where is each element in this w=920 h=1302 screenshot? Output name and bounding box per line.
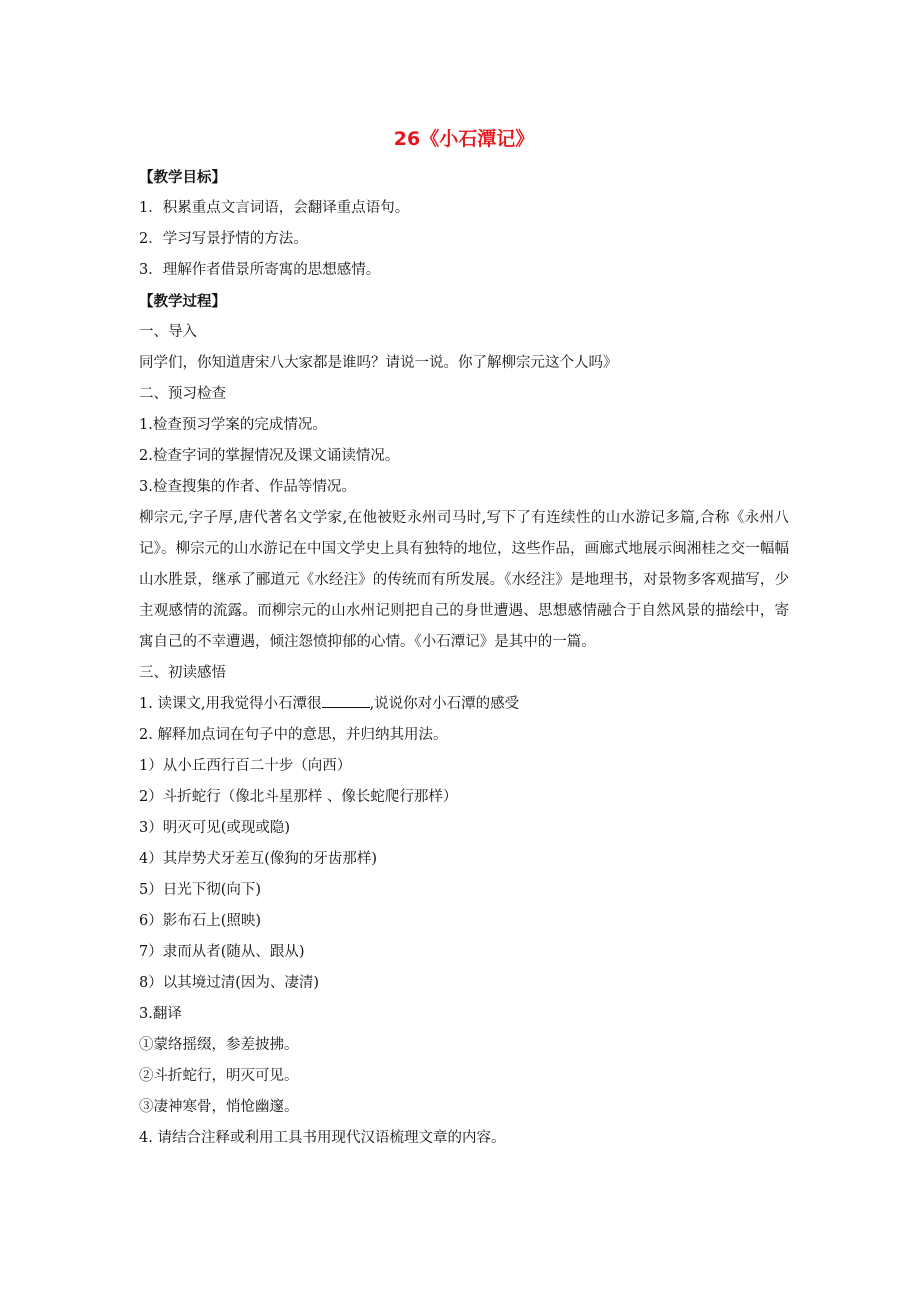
- fill-in-blank: [322, 693, 370, 708]
- translation-item: ①蒙络摇缀，参差披拂。: [139, 1037, 299, 1053]
- author-paragraph: 柳宗元,字子厚,唐代著名文学家,在他被贬永州司马时,写下了有连续性的山水游记多篇,合称《永州八记》。柳宗元的山水游记在中国文学史上具有独特的地位，这些作品，画廊式地展示闽湘桂之交一幅幅山水胜景，继承了郦道元《水经注》的传统而有所发展。《水经注》是地理书，对景物多客观描写，少主观感情的流露。而柳宗元的山水州记则把自己的身世遭遇、思想感情融合于自然风景的描绘中，寄寓自己的不幸遭遇，倾注怨愤抑郁的心情。《小石潭记》是其中的一篇。: [139, 510, 789, 650]
- objective-item: 1．积累重点文言词语，会翻译重点语句。: [139, 200, 410, 216]
- question-3: 3.翻译: [139, 1006, 182, 1022]
- question-1-suffix: ,说说你对小石潭的感受: [369, 696, 520, 712]
- word-item: 5）日光下彻(向下): [139, 882, 262, 898]
- document-page: [139, 122, 789, 1154]
- section-heading-reading: 三、初读感悟: [139, 665, 226, 681]
- preview-item: 3.检查搜集的作者、作品等情况。: [139, 479, 356, 495]
- word-item: 4）其岸势犬牙差互(像狗的牙齿那样): [139, 851, 378, 867]
- question-1: [139, 689, 789, 720]
- document-title: 26《小石潭记》: [393, 128, 535, 150]
- section-heading-preview: 二、预习检查: [139, 386, 226, 402]
- translation-item: ②斗折蛇行，明灭可见。: [139, 1068, 299, 1084]
- section-heading-intro: 一、导入: [139, 324, 197, 340]
- process-heading: 【教学过程】: [139, 293, 226, 310]
- intro-text: 同学们，你知道唐宋八大家都是谁吗？请说一说。你了解柳宗元这个人吗》: [139, 355, 618, 371]
- question-1-prefix: 1. 读课文,用我觉得小石潭很: [139, 696, 322, 712]
- objectives-heading: 【教学目标】: [139, 169, 226, 186]
- word-item: 2）斗折蛇行（像北斗星那样 、像长蛇爬行那样）: [139, 789, 458, 805]
- question-4: 4. 请结合注释或利用工具书用现代汉语梳理文章的内容。: [139, 1130, 506, 1146]
- translation-item: ③凄神寒骨，悄怆幽邃。: [139, 1099, 299, 1115]
- preview-item: 2.检查字词的掌握情况及课文诵读情况。: [139, 448, 400, 464]
- word-item: 8）以其境过清(因为、凄清): [139, 975, 320, 991]
- preview-item: 1.检查预习学案的完成情况。: [139, 417, 327, 433]
- objective-item: 2．学习写景抒情的方法。: [139, 231, 308, 247]
- objective-item: 3．理解作者借景所寄寓的思想感情。: [139, 262, 381, 278]
- word-item: 7）隶而从者(随从、跟从): [139, 944, 305, 960]
- word-item: 3）明灭可见(或现或隐): [139, 820, 291, 836]
- question-2: 2. 解释加点词在句子中的意思，并归纳其用法。: [139, 727, 448, 743]
- word-item: 6）影布石上(照映): [139, 913, 262, 929]
- word-item: 1）从小丘西行百二十步（向西）: [139, 758, 352, 774]
